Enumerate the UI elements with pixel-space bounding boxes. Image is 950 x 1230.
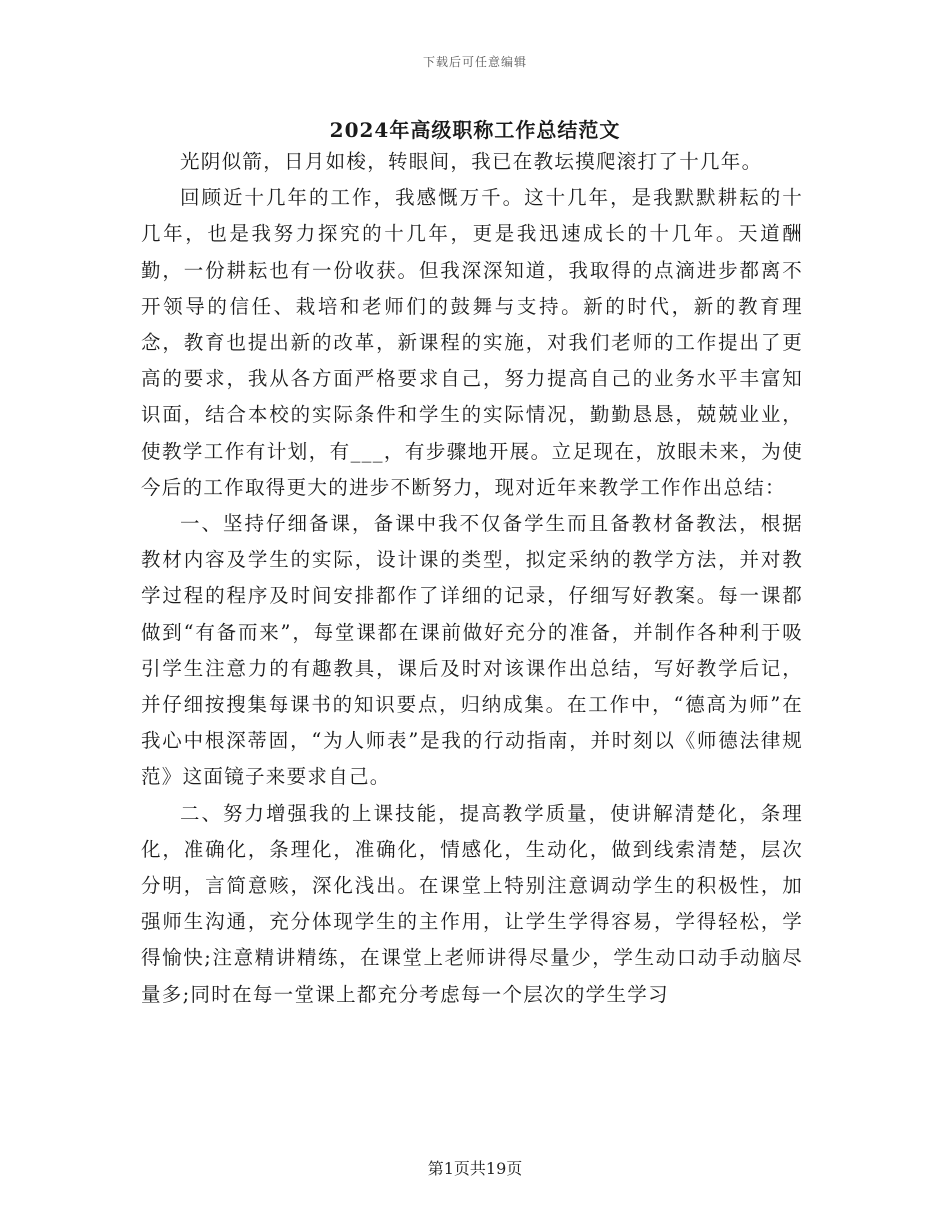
header-note: 下载后可任意编辑 — [422, 55, 527, 69]
document-title: 2024年高级职称工作总结范文 — [329, 118, 621, 142]
document-body — [141, 144, 803, 1013]
paragraph-section-one: 一、坚持仔细备课，备课中我不仅备学生而且备教材备教法，根据教材内容及学生的实际，设计课的类型，拟定采纳的教学方法，并对教学过程的程序及时间安排都作了详细的记录，仔细写好教案。每一课都做到“有备而来”，每堂课都在课前做好充分的准备，并制作各种利于吸引学生注意力的有趣教具，课后及时对该课作出总结，写好教学后记，并仔细按搜集每课书的知识要点，归纳成集。在工作中，“德高为师”在我心中根深蒂固，“为人师表”是我的行动指南，并时刻以《师德法律规范》这面镜子来要求自己。 — [141, 512, 803, 789]
paragraph-review: 回顾近十几年的工作，我感慨万千。这十几年，是我默默耕耘的十几年，也是我努力探究的十几年，更是我迅速成长的十几年。天道酬勤，一份耕耘也有一份收获。但我深深知道，我取得的点滴进步都离不开领导的信任、栽培和老师们的鼓舞与支持。新的时代，新的教育理念，教育也提出新的改革，新课程的实施，对我们老师的工作提出了更高的要求，我从各方面严格要求自己，努力提高自己的业务水平丰富知识面，结合本校的实际条件和学生的实际情况，勤勤恳恳，兢兢业业，使教学工作有计划，有___，有步骤地开展。立足现在，放眼未来，为使今后的工作取得更大的进步不断努力，现对近年来教学工作作出总结： — [141, 186, 803, 499]
paragraph-intro: 光阴似箭，日月如梭，转眼间，我已在教坛摸爬滚打了十几年。 — [180, 150, 763, 173]
page-number: 第1页共19页 — [427, 1159, 523, 1178]
paragraph-section-two: 二、努力增强我的上课技能，提高教学质量，使讲解清楚化，条理化，准确化，条理化，准确化，情感化，生动化，做到线索清楚，层次分明，言简意赅，深化浅出。在课堂上特别注意调动学生的积极性，加强师生沟通，充分体现学生的主作用，让学生学得容易，学得轻松，学得愉快;注意精讲精练，在课堂上老师讲得尽量少，学生动口动手动脑尽量多;同时在每一堂课上都充分考虑每一个层次的学生学习 — [141, 801, 803, 1006]
